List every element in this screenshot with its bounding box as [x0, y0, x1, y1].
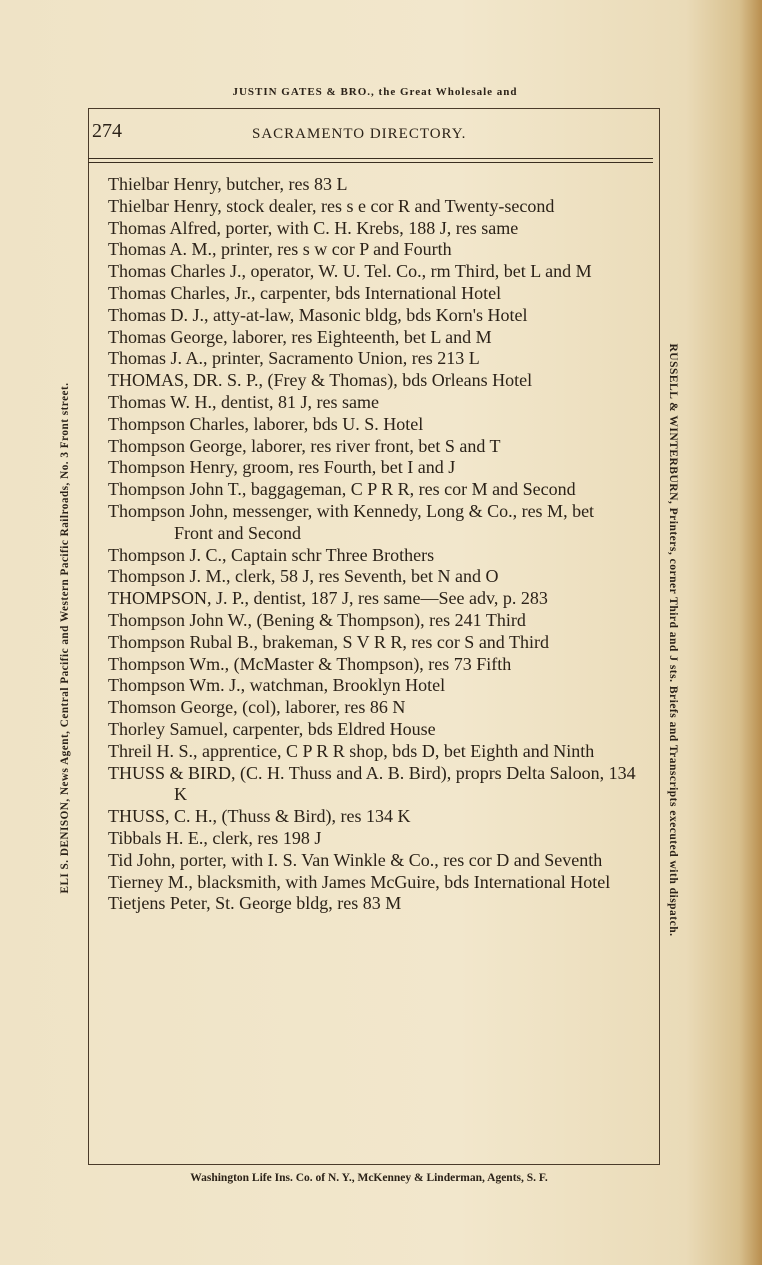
header-rule-top — [88, 158, 653, 159]
top-advertisement: JUSTIN GATES & BRO., the Great Wholesale and — [232, 86, 518, 98]
directory-entry: Thielbar Henry, butcher, res 83 L — [108, 174, 348, 194]
directory-entry: Thompson Wm. J., watchman, Brooklyn Hotel — [108, 675, 446, 696]
directory-entry: Thompson Wm., (McMaster & Thompson), res 73 Fifth — [108, 653, 512, 674]
directory-entry: THOMPSON, J. P., dentist, 187 J, res same—See adv, p. 283 — [108, 588, 548, 609]
directory-entries — [108, 174, 636, 915]
directory-entry: Threil H. S., apprentice, C P R R shop, bds D, bet Eighth and Ninth — [108, 740, 595, 761]
directory-entry: THOMAS, DR. S. P., (Frey & Thomas), bds Orleans Hotel — [108, 370, 533, 391]
directory-entry: THUSS, C. H., (Thuss & Bird), res 134 K — [108, 806, 411, 827]
left-margin-text: ELI S. DENISON, News Agent, Central Pacific and Western Pacific Railroads, No. 3 Front street. — [59, 382, 71, 894]
bottom-advertisement: Washington Life Ins. Co. of N. Y., McKenney & Linderman, Agents, S. F. — [190, 1172, 548, 1184]
page-header — [92, 120, 652, 148]
directory-entry: Thompson John W., (Bening & Thompson), res 241 Third — [108, 609, 526, 630]
directory-entry: Thielbar Henry, stock dealer, res s e cor R and Twenty-second — [108, 195, 555, 216]
directory-entry: Thomas Charles, Jr., carpenter, bds International Hotel — [108, 282, 502, 303]
directory-entry: Thomas George, laborer, res Eighteenth, bet L and M — [108, 326, 492, 347]
directory-entry: Tietjens Peter, St. George bldg, res 83 M — [108, 893, 402, 914]
directory-entry: Thompson J. M., clerk, 58 J, res Seventh, bet N and O — [108, 566, 499, 587]
directory-entry: Thomas D. J., atty-at-law, Masonic bldg, bds Korn's Hotel — [108, 304, 528, 325]
directory-entry: Thomas Charles J., operator, W. U. Tel. Co., rm Third, bet L and M — [108, 261, 592, 282]
page-title: SACRAMENTO DIRECTORY. — [252, 126, 467, 142]
directory-entry: Thomas Alfred, porter, with C. H. Krebs, 188 J, res same — [108, 217, 519, 238]
right-margin-advertisement — [664, 195, 682, 1085]
directory-entry: Thompson John T., baggageman, C P R R, res cor M and Second — [108, 479, 576, 500]
directory-entry: Thompson Henry, groom, res Fourth, bet I and J — [108, 457, 456, 478]
page-number: 274 — [92, 120, 122, 142]
directory-entry: Tierney M., blacksmith, with James McGuire, bds International Hotel — [108, 871, 611, 892]
directory-entry: Tibbals H. E., clerk, res 198 J — [108, 827, 322, 848]
directory-entry: Thompson George, laborer, res river front, bet S and T — [108, 435, 501, 456]
directory-entry: Thomas J. A., printer, Sacramento Union, res 213 L — [108, 348, 480, 369]
directory-entry: Tid John, porter, with I. S. Van Winkle & Co., res cor D and Seventh — [108, 849, 603, 870]
directory-entry: Thorley Samuel, carpenter, bds Eldred House — [108, 718, 436, 739]
directory-entry: Thompson Rubal B., brakeman, S V R R, res cor S and Third — [108, 631, 549, 652]
directory-entry: Thomas A. M., printer, res s w cor P and Fourth — [108, 239, 452, 260]
directory-entry: Thomas W. H., dentist, 81 J, res same — [108, 391, 379, 412]
left-margin-advertisement — [56, 243, 74, 1033]
directory-entry: THUSS & BIRD, (C. H. Thuss and A. B. Bird), proprs Delta Saloon, 134 K — [108, 762, 636, 805]
directory-entry: Thompson Charles, laborer, bds U. S. Hotel — [108, 413, 424, 434]
directory-entry: Thompson John, messenger, with Kennedy, Long & Co., res M, bet Front and Second — [108, 500, 595, 543]
right-margin-text: RUSSELL & WINTERBURN, Printers, corner Third and J sts. Briefs and Transcripts executed with dispatch. — [667, 343, 679, 937]
directory-entry: Thomson George, (col), laborer, res 86 N — [108, 697, 406, 718]
header-rule-bottom — [88, 162, 653, 163]
directory-entry: Thompson J. C., Captain schr Three Brothers — [108, 544, 435, 565]
